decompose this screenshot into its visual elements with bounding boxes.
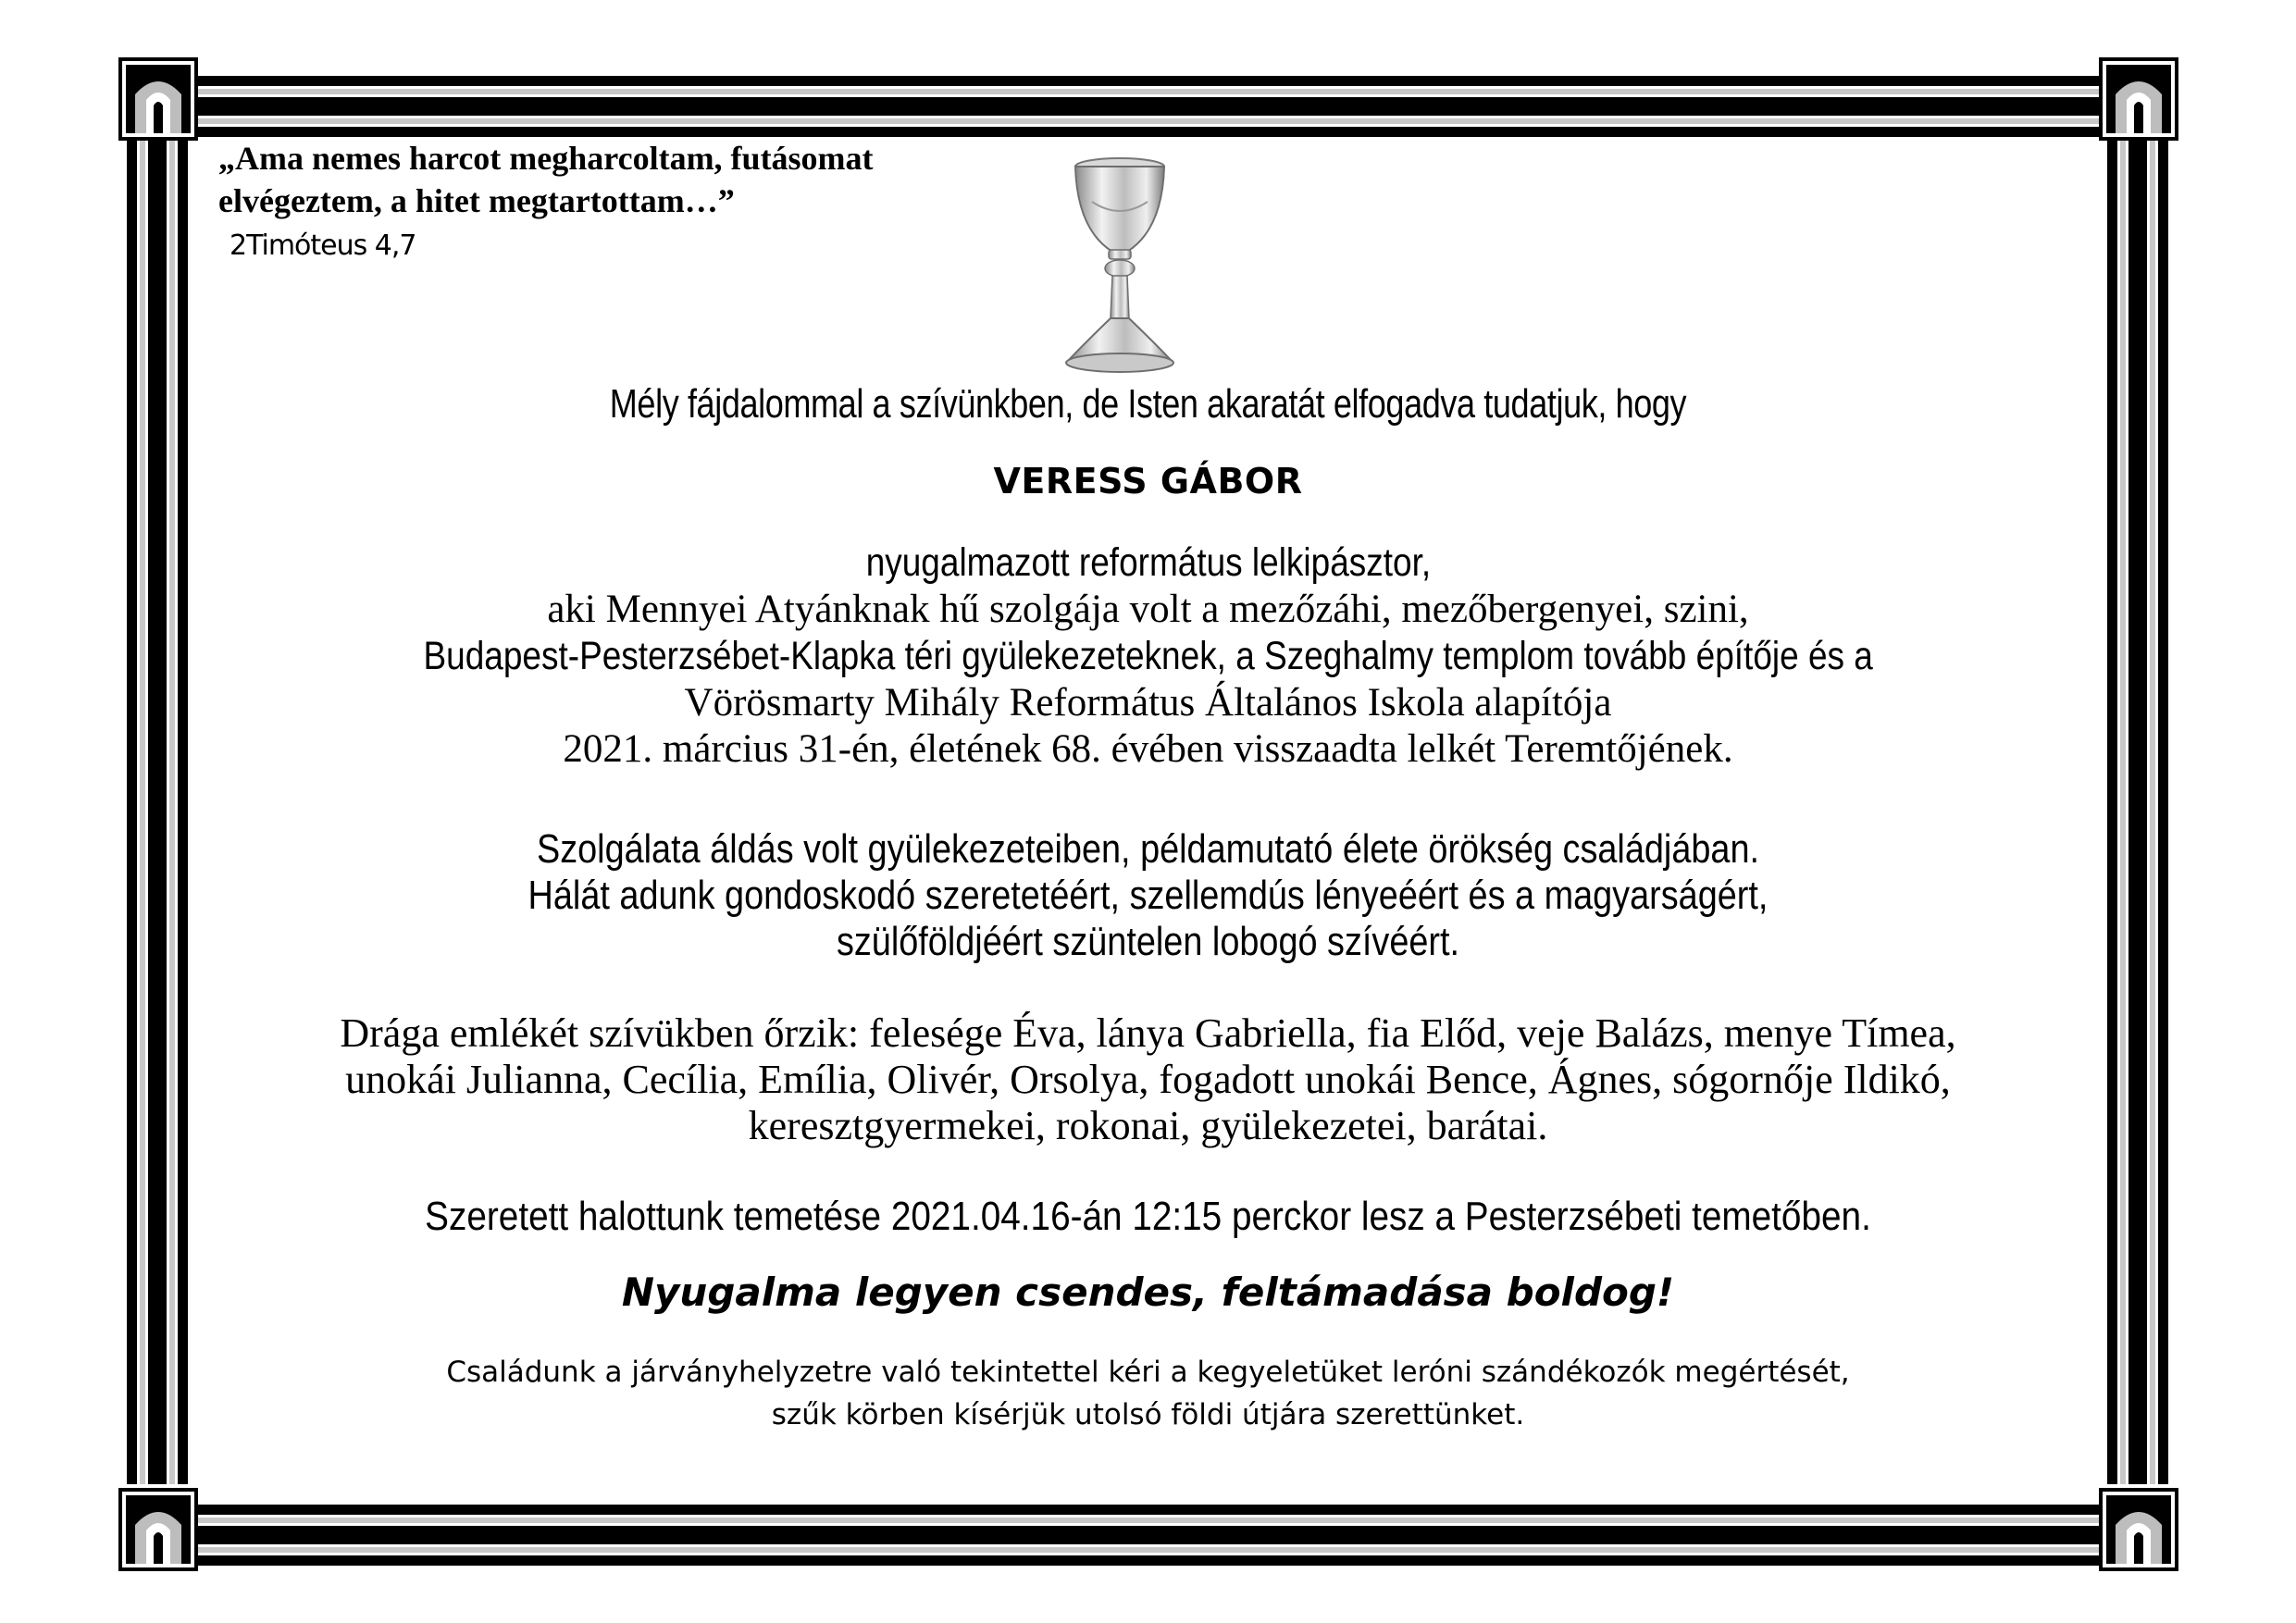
motto: Nyugalma legyen csendes, feltámadása boldog! (621, 1270, 1675, 1315)
biography-paragraph (185, 539, 2111, 773)
border-corner-bottom-left (118, 1488, 198, 1571)
tribute-line-1: Szolgálata áldás volt gyülekezeteiben, példamutató élete örökség családjában. (536, 826, 1760, 872)
funeral-details: Szeretett halottunk temetése 2021.04.16-án 12:15 perckor lesz a Pesterzsébeti temetőben. (425, 1194, 1871, 1239)
biography-line-4: Vörösmarty Mihály Református Általános Iskola alapítója (684, 681, 1612, 725)
mourners-line-3: keresztgyermekei, rokonai, gyülekezetei, barátai. (748, 1103, 1548, 1148)
border-left (127, 139, 188, 1484)
family-notice (185, 1351, 2111, 1436)
tribute-line-3: szülőföldjéért szüntelen lobogó szívéért. (836, 919, 1460, 964)
biography-line-2: aki Mennyei Atyánknak hű szolgája volt a mezőzáhi, mezőbergenyei, szini, (547, 588, 1749, 631)
bible-quote-line-1: „Ama nemes harcot megharcoltam, futásomat (218, 140, 874, 177)
bible-quote-line-2: elvégeztem, a hitet megtartottam…” (218, 182, 735, 219)
mourners-paragraph (185, 1010, 2111, 1149)
chalice-icon (1055, 155, 1185, 376)
border-right (2107, 139, 2168, 1484)
mourners-line-1: Drága emlékét szívükben őrzik: felesége Éva, lánya Gabriella, fia Előd, veje Balázs, menye Tímea, (340, 1010, 1956, 1056)
border-corner-top-left (118, 57, 198, 141)
biography-line-3: Budapest-Pesterzsébet-Klapka téri gyülekezeteknek, a Szeghalmy templom tovább építője és a (423, 634, 1873, 678)
tribute-paragraph (185, 826, 2111, 965)
mourners-line-2: unokái Julianna, Cecília, Emília, Olivér, Orsolya, fogadott unokái Bence, Ágnes, sógornője Ildikó, (345, 1057, 1951, 1102)
family-notice-line-2: szűk körben kísérjük utolsó földi útjára szerettünket. (771, 1398, 1525, 1431)
border-top (139, 76, 2157, 137)
bible-quote-reference: 2Timóteus 4,7 (230, 229, 416, 262)
border-corner-bottom-right (2099, 1488, 2178, 1571)
biography-line-5: 2021. március 31-én, életének 68. évében visszaadta lelkét Teremtőjének. (563, 727, 1733, 771)
deceased-name: VERESS GÁBOR (993, 461, 1303, 502)
biography-line-1: nyugalmazott református lelkipásztor, (865, 540, 1431, 585)
bible-quote (218, 137, 1033, 222)
tribute-line-2: Hálát adunk gondoskodó szeretetéért, szellemdús lényeéért és a magyarságért, (527, 873, 1769, 918)
family-notice-line-1: Családunk a járványhelyzetre való tekintettel kéri a kegyeletüket leróni szándékozók megértését, (446, 1356, 1850, 1389)
border-bottom (139, 1505, 2157, 1566)
intro-line: Mély fájdalommal a szívünkben, de Isten akaratát elfogadva tudatjuk, hogy (609, 381, 1687, 427)
border-corner-top-right (2099, 57, 2178, 141)
